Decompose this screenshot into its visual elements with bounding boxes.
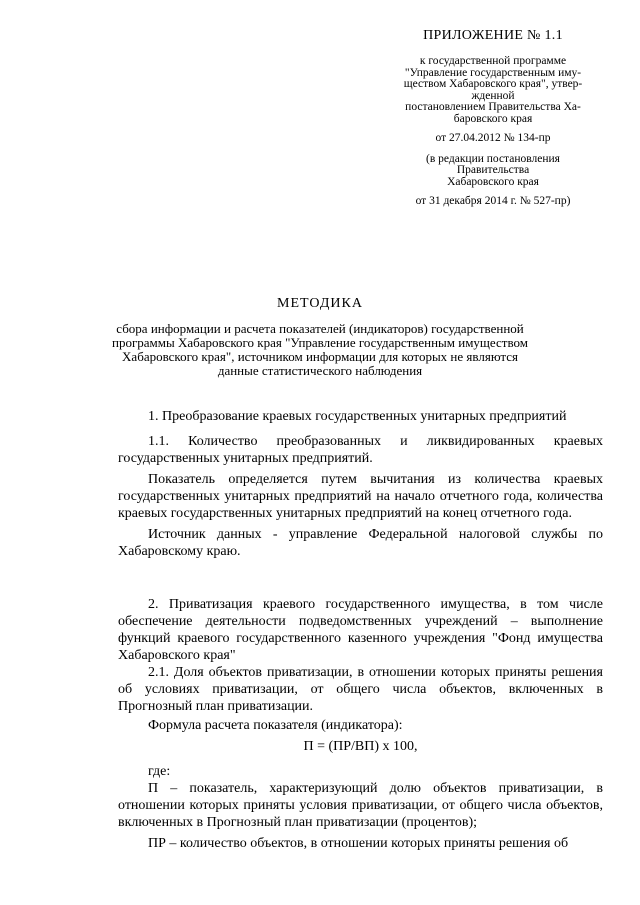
appendix-line: к государственной программе bbox=[419, 55, 567, 67]
section-2-para-1: 2.1. Доля объектов приватизации, в отношении которых приняты решения об условиях приватизации, от общего числа объектов, включенных в Прогнозный план приватизации. bbox=[118, 665, 603, 714]
edition-line: (в редакции постановления bbox=[426, 152, 560, 165]
section-2 bbox=[118, 596, 603, 852]
appendix-block bbox=[388, 28, 598, 208]
section-1-para-3: Источник данных - управление Федеральной налоговой службы по Хабаровскому краю. bbox=[118, 527, 603, 559]
subtitle-line: данные статистического наблюдения bbox=[217, 363, 423, 378]
methodika-block bbox=[100, 296, 540, 378]
section-1-para-1: 1.1. Количество преобразованных и ликвидированных краевых государственных унитарных предприятий. bbox=[118, 434, 603, 466]
subtitle-line: Хабаровского края", источником информации для которых не являются bbox=[122, 349, 518, 364]
edition-date: от 31 декабря 2014 г. № 527-пр) bbox=[415, 195, 571, 207]
section-2-para-3: П – показатель, характеризующий долю объектов приватизации, в отношении которых приняты условия приватизации, от общего числа объектов, включенных в Прогнозный план приватизации (процентов); bbox=[118, 781, 603, 830]
formula-where: где: bbox=[148, 764, 171, 779]
appendix-line: жденной bbox=[471, 89, 515, 102]
appendix-line: "Управление государственным иму- bbox=[404, 66, 582, 79]
document-title: МЕТОДИКА bbox=[277, 296, 363, 311]
section-1 bbox=[118, 408, 603, 560]
document-subtitle bbox=[100, 322, 540, 378]
formula: П = (ПР/ВП) х 100, bbox=[303, 739, 418, 754]
formula-intro: Формула расчета показателя (индикатора): bbox=[148, 718, 403, 733]
appendix-title: ПРИЛОЖЕНИЕ № 1.1 bbox=[423, 28, 563, 43]
edition-line: Хабаровского края bbox=[447, 175, 539, 188]
appendix-line: постановлением Правительства Ха- bbox=[405, 101, 581, 113]
section-1-para-2: Показатель определяется путем вычитания из количества краевых государственных унитарных предприятий на начало отчетного года, количества краевых государственных унитарных предприятий на конец отчетного года. bbox=[118, 472, 603, 521]
subtitle-line: программы Хабаровского края "Управление государственным имуществом bbox=[111, 335, 529, 350]
section-2-title: 2. Приватизация краевого государственного имущества, в том числе обеспечение деятельности подведомственных учреждений – выполнение функций краевого государственного казенного учреждения "Фонд имущества Хабаровского края" bbox=[118, 597, 603, 663]
appendix-line: баровского края bbox=[453, 112, 533, 125]
appendix-date: от 27.04.2012 № 134-пр bbox=[435, 132, 551, 144]
section-2-para-4: ПР – количество объектов, в отношении которых приняты решения об bbox=[148, 836, 569, 851]
edition-line: Правительства bbox=[456, 164, 530, 176]
appendix-line: ществом Хабаровского края", утвер- bbox=[403, 78, 583, 90]
subtitle-line: сбора информации и расчета показателей (индикаторов) государственной bbox=[116, 321, 524, 336]
section-1-title: 1. Преобразование краевых государственных унитарных предприятий bbox=[148, 409, 567, 424]
